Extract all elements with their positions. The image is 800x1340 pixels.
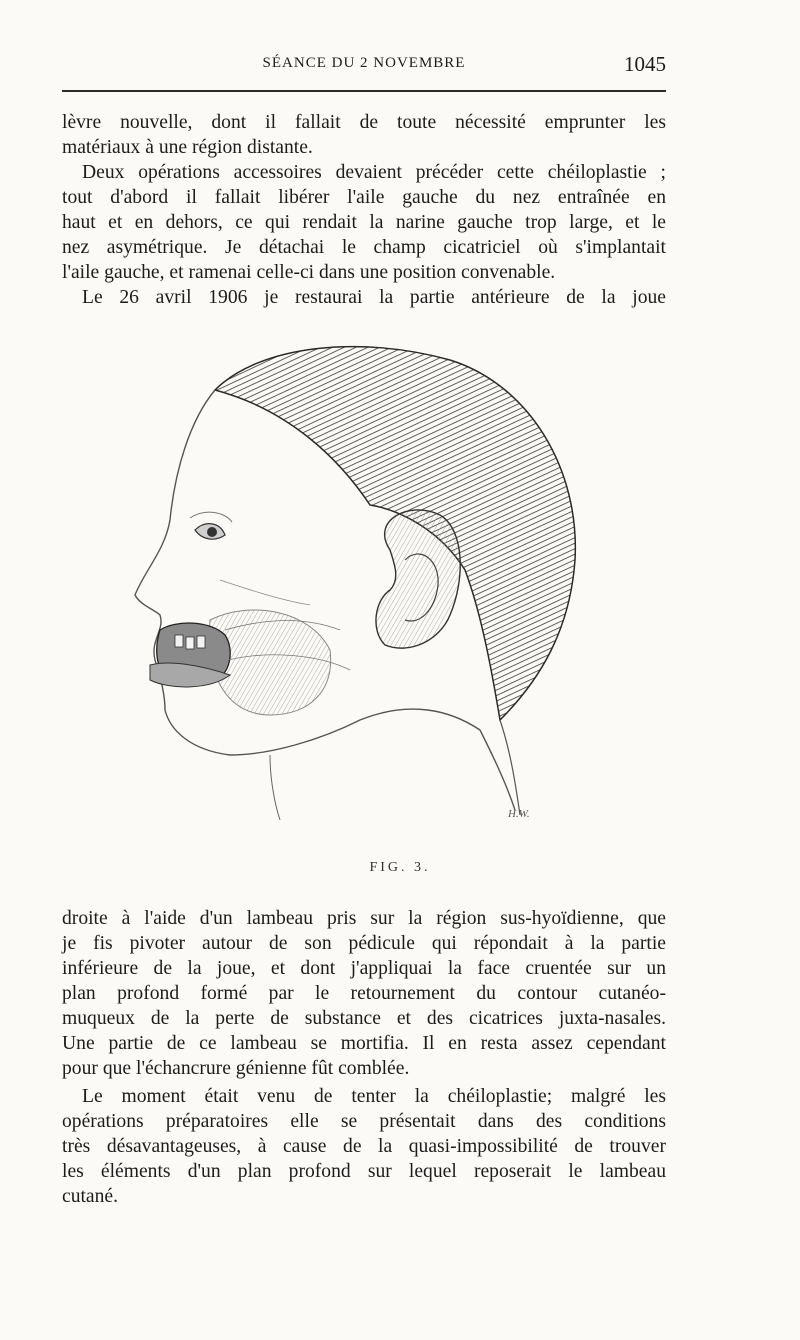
text-line: Une partie de ce lambeau se mortifia. Il en resta assez cependant bbox=[62, 1033, 666, 1054]
paragraph-4 bbox=[62, 906, 666, 1081]
text-line: opérations préparatoires elle se présentait dans des conditions bbox=[62, 1111, 666, 1132]
figure-caption: FIG. 3. bbox=[369, 860, 431, 875]
page-header bbox=[62, 52, 666, 80]
text-line: Le 26 avril 1906 je restaurai la partie antérieure de la joue bbox=[82, 287, 666, 308]
running-head: SÉANCE DU 2 NOVEMBRE bbox=[262, 55, 466, 71]
text-line: très désavantageuses, à cause de la quasi-impossibilité de trouver bbox=[62, 1136, 666, 1157]
text-line: droite à l'aide d'un lambeau pris sur la région sus-hyoïdienne, que bbox=[62, 908, 666, 929]
figure-illustration bbox=[120, 330, 580, 850]
paragraph-2 bbox=[62, 160, 666, 285]
text-line: matériaux à une région distante. bbox=[62, 137, 313, 158]
text-line: l'aile gauche, et ramenai celle-ci dans une position convenable. bbox=[62, 262, 556, 283]
text-line: je fis pivoter autour de son pédicule qui répondait à la partie bbox=[62, 933, 666, 954]
child-head-profile-engraving bbox=[120, 330, 580, 850]
text-line: les éléments d'un plan profond sur lequel reposerait le lambeau bbox=[62, 1161, 666, 1182]
text-line: Le moment était venu de tenter la chéiloplastie; malgré les bbox=[82, 1086, 666, 1107]
text-line: haut et en dehors, ce qui rendait la narine gauche trop large, et le bbox=[62, 212, 666, 233]
paragraph-3 bbox=[62, 285, 666, 310]
page-number: 1045 bbox=[624, 52, 666, 76]
header-rule bbox=[62, 90, 666, 92]
artist-signature: H.W. bbox=[508, 808, 530, 820]
text-line: muqueux de la perte de substance et des cicatrices juxta-nasales. bbox=[62, 1008, 666, 1029]
ear-shape bbox=[376, 510, 460, 648]
text-line: cutané. bbox=[62, 1186, 119, 1207]
text-line: nez asymétrique. Je détachai le champ cicatriciel où s'implantait bbox=[62, 237, 666, 258]
text-line: inférieure de la joue, et dont j'appliquai la face cruentée sur un bbox=[62, 958, 666, 979]
text-line: Deux opérations accessoires devaient précéder cette chéiloplastie ; bbox=[82, 162, 666, 183]
text-line: pour que l'échancrure génienne fût comblée. bbox=[62, 1058, 410, 1079]
text-line: lèvre nouvelle, dont il fallait de toute nécessité emprunter les bbox=[62, 112, 666, 133]
text-line: tout d'abord il fallait libérer l'aile gauche du nez entraînée en bbox=[62, 187, 666, 208]
paragraph-1 bbox=[62, 110, 666, 160]
text-line: plan profond formé par le retournement du contour cutanéo- bbox=[62, 983, 666, 1004]
paragraph-5 bbox=[62, 1084, 666, 1209]
